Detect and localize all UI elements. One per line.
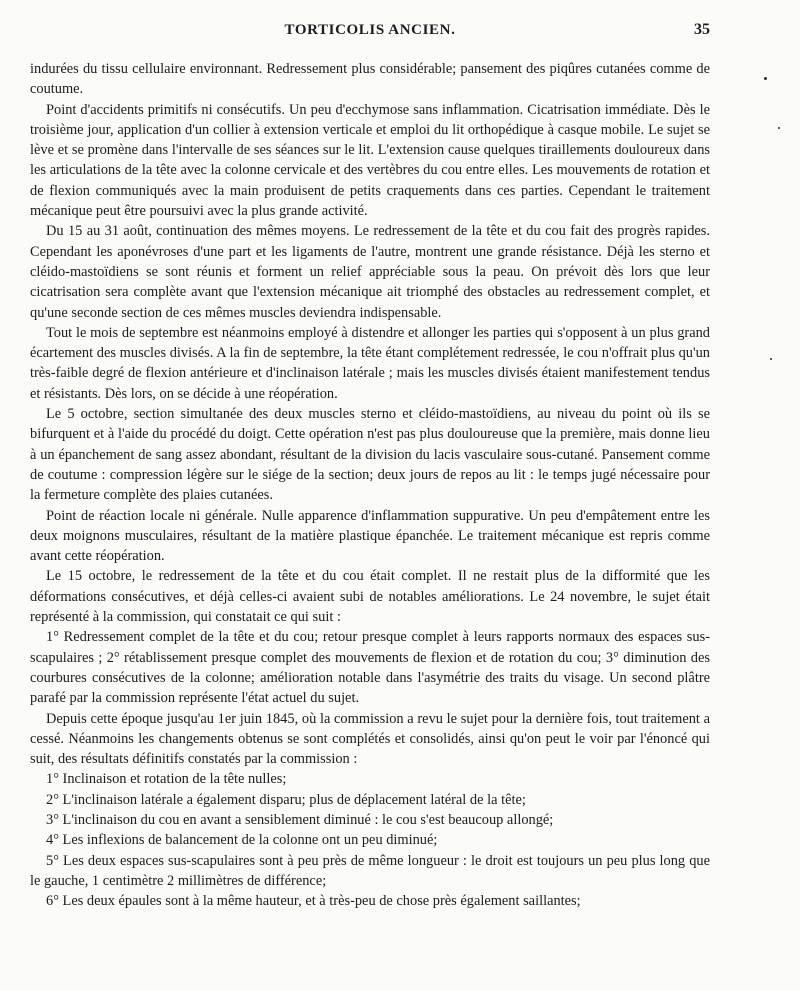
- ink-speck: [778, 127, 780, 129]
- ink-speck: [764, 77, 767, 80]
- list-item: 2° L'inclinaison latérale a également disparu; plus de déplacement latéral de la tête;: [46, 791, 526, 808]
- body-text: [30, 59, 710, 911]
- paragraph: Le 5 octobre, section simultanée des deux muscles sterno et cléido-mastoïdiens, au niveau du point où ils se bifurquent et à l'aide du procédé du doigt. Cette opération n'est pas plus douloureuse que la première, mais donne lieu à un épanchement de sang assez abondant, résultant de la division du lacis vasculaire sous-cutané. Pansement comme de coutume : compression légère sur le siége de la section; deux jours de repos au lit : le temps jugé nécessaire pour la fermeture complète des plaies cutanées.: [30, 406, 710, 504]
- paragraph: Point d'accidents primitifs ni consécutifs. Un peu d'ecchymose sans inflammation. Cicatrisation immédiate. Dès le troisième jour, application d'un collier à extension verticale et emploi du lit orthopédique à casque mobile. Le sujet se lève et se promène dans l'intervalle de ses séances sur le lit. L'extension cause quelques tiraillements douloureux dans les articulations de la tête avec la colonne cervicale et des vertèbres du cou entre elles. Les mouvements de rotation et de flexion communiqués avec la main produisent de petits craquements dans ces parties. Cependant le traitement mécanique peut être poursuivi avec la plus grande activité.: [30, 101, 710, 220]
- page-number: 35: [694, 21, 710, 38]
- list-item: 5° Les deux espaces sus-scapulaires sont à peu près de même longueur : le droit est toujours un peu plus long que le gauche, 1 centimètre 2 millimètres de différence;: [30, 852, 710, 889]
- paragraph: 1° Redressement complet de la tête et du cou; retour presque complet à leurs rapports normaux des espaces sus-scapulaires ; 2° rétablissement presque complet des mouvements de flexion et de rotation du cou; 3° diminution des courbures consécutives de la colonne; amélioration notable dans l'asymétrie des traits du visage. Un second plâtre parafé par la commission représente l'état actuel du sujet.: [30, 629, 710, 707]
- ink-speck: [770, 358, 772, 360]
- paragraph: Tout le mois de septembre est néanmoins employé à distendre et allonger les parties qui s'opposent à un plus grand écartement des muscles divisés. A la fin de septembre, la tête étant complétement redressée, le cou n'offrait plus qu'un très-faible degré de flexion antérieure et d'inclinaison latérale ; mais les muscles divisés étaient manifestement tendus et résistants. Dès lors, on se décide à une réopération.: [30, 324, 710, 402]
- paragraph: Le 15 octobre, le redressement de la tête et du cou était complet. Il ne restait plus de la difformité que les déformations consécutives, et déjà celles-ci avaient subi de notables améliorations. Le 24 novembre, le sujet était représenté à la commission, qui constatait ce qui suit :: [30, 568, 710, 626]
- paragraph: Point de réaction locale ni générale. Nulle apparence d'inflammation suppurative. Un peu d'empâtement entre les deux moignons musculaires, résultant de la matière plastique épanchée. Le traitement mécanique est repris comme avant cette réopération.: [30, 507, 710, 565]
- list-item: 3° L'inclinaison du cou en avant a sensiblement diminué : le cou s'est beaucoup allongé;: [46, 811, 554, 828]
- running-head: [30, 19, 710, 41]
- paragraph: Du 15 au 31 août, continuation des mêmes moyens. Le redressement de la tête et du cou fait des progrès rapides. Cependant les aponévroses d'une part et les ligaments de l'autre, montrent une grande résistance. Déjà les sterno et cléido-mastoïdiens se sont réunis et forment un relief appréciable sous la peau. On prévoit dès lors que leur cicatrisation sera complète avant que l'extension mécanique ait triomphé des obstacles au redressement complet, et qu'une seconde section de ces mêmes muscles deviendra indispensable.: [30, 223, 710, 321]
- running-title: TORTICOLIS ANCIEN.: [284, 22, 456, 38]
- paragraph: Depuis cette époque jusqu'au 1er juin 1845, où la commission a revu le sujet pour la dernière fois, tout traitement a cessé. Néanmoins les changements obtenus se sont complétés et consolidés, ainsi qu'on peut le voir par l'énoncé qui suit, des résultats définitifs constatés par la commission :: [30, 710, 710, 768]
- list-item: 1° Inclinaison et rotation de la tête nulles;: [46, 771, 287, 788]
- list-item: 4° Les inflexions de balancement de la colonne ont un peu diminué;: [46, 832, 438, 849]
- list-item: 6° Les deux épaules sont à la même hauteur, et à très-peu de chose près également saillantes;: [46, 893, 581, 910]
- paragraph-continuation: indurées du tissu cellulaire environnant. Redressement plus considérable; pansement des piqûres cutanées comme de coutume.: [30, 61, 710, 98]
